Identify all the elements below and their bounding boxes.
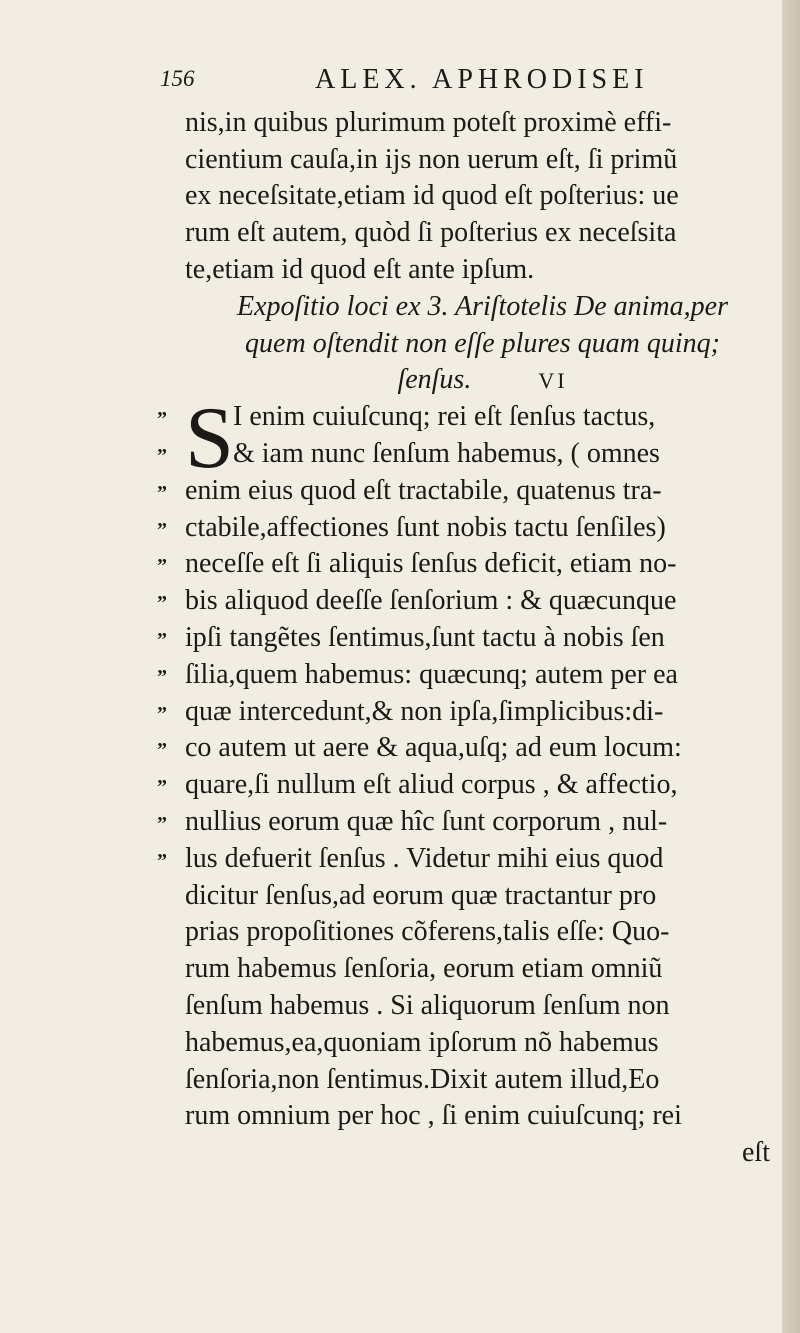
quoted-line-text: quare,ſi nullum eſt aliud corpus , & affectio,	[185, 769, 678, 801]
quotation-mark: ”	[157, 592, 167, 615]
text-line: prias propoſitiones cõferens,talis eſſe: Quo-	[185, 916, 670, 948]
quoted-line	[157, 767, 780, 804]
quotation-mark: ”	[157, 702, 167, 725]
quoted-line	[157, 730, 780, 767]
section-heading-word: ſenſus.	[397, 364, 472, 396]
quoted-line-text: lus defuerit ſenſus . Videtur mihi eius quod	[185, 842, 664, 874]
quoted-line-text: neceſſe eſt ſi aliquis ſenſus deficit, etiam no-	[185, 548, 677, 580]
section-number: VI	[538, 368, 568, 394]
quotation-mark: ”	[157, 628, 167, 651]
quoted-line	[157, 546, 780, 583]
page-edge	[782, 0, 800, 1333]
text-line: habemus,ea,quoniam ipſorum nõ habemus	[185, 1026, 659, 1058]
section-heading-line: quem oſtendit non eſſe plures quam quinq;	[245, 327, 720, 359]
quoted-line-text: ſilia,quem habemus: quæcunq; autem per ea	[185, 658, 678, 690]
quoted-line	[157, 620, 780, 657]
catchword: eſt	[742, 1137, 770, 1169]
quoted-line	[157, 841, 780, 878]
quoted-line-text: ctabile,affectiones ſunt nobis tactu ſenſiles)	[185, 511, 666, 543]
text-line: ſenſum habemus . Si aliquorum ſenſum non	[185, 989, 670, 1021]
drop-capital: S	[185, 390, 234, 488]
quotation-mark: ”	[157, 849, 167, 872]
quoted-line-text: nullius eorum quæ hîc ſunt corporum , nul-	[185, 805, 668, 837]
running-title: ALEX. APHRODISEI	[315, 64, 649, 95]
quoted-line	[157, 583, 780, 620]
quotation-mark: ”	[157, 518, 167, 541]
quoted-line-text: I enim cuiuſcunq; rei eſt ſenſus tactus,	[233, 401, 656, 433]
quoted-line	[157, 804, 780, 841]
quoted-line-text: co autem ut aere & aqua,uſq; ad eum locum:	[185, 732, 682, 764]
quoted-passage	[157, 390, 780, 877]
text-line: nis,in quibus plurimum poteſt proximè effi-	[185, 106, 672, 138]
quotation-mark: ”	[157, 739, 167, 762]
quoted-line-text: enim eius quod eſt tractabile, quatenus tra-	[185, 474, 662, 506]
page-number: 156	[160, 66, 195, 91]
text-line: rum omnium per hoc , ſi enim cuiuſcunq; rei	[185, 1100, 682, 1132]
text-line: ex neceſsitate,etiam id quod eſt poſterius: ue	[185, 180, 679, 212]
text-line: rum habemus ſenſoria, eorum etiam omniũ	[185, 953, 663, 985]
text-line: ſenſoria,non ſentimus.Dixit autem illud,Eo	[185, 1063, 660, 1095]
quoted-line-text: bis aliquod deeſſe ſenſorium : & quæcunque	[185, 585, 677, 617]
section-heading-line: Expoſitio loci ex 3. Ariſtotelis De anima,per	[237, 290, 728, 322]
quoted-line	[157, 473, 780, 510]
quoted-line-text: ipſi tangẽtes ſentimus,ſunt tactu à nobis ſen	[185, 621, 665, 653]
text-line: dicitur ſenſus,ad eorum quæ tractantur pro	[185, 879, 657, 911]
section-heading-line	[185, 362, 780, 399]
quotation-mark: ”	[157, 555, 167, 578]
quotation-mark: ”	[157, 776, 167, 799]
quoted-line	[157, 657, 780, 694]
quoted-line	[157, 510, 780, 547]
text-line: cientium cauſa,in ijs non uerum eſt, ſi primũ	[185, 143, 678, 175]
quotation-mark: ”	[157, 481, 167, 504]
quoted-line-text: & iam nunc ſenſum habemus, ( omnes	[233, 437, 660, 469]
quotation-mark: ”	[157, 665, 167, 688]
text-line: te,etiam id quod eſt ante ipſum.	[185, 253, 535, 285]
quoted-line	[157, 436, 780, 473]
quotation-mark: ”	[157, 444, 167, 467]
quoted-line-text: quæ intercedunt,& non ipſa,ſimplicibus:di-	[185, 695, 664, 727]
quotation-mark: ”	[157, 812, 167, 835]
quotation-mark: ”	[157, 408, 167, 431]
quoted-line	[157, 399, 780, 436]
text-line: rum eſt autem, quòd ſi poſterius ex neceſsita	[185, 217, 677, 249]
quoted-line	[157, 694, 780, 731]
